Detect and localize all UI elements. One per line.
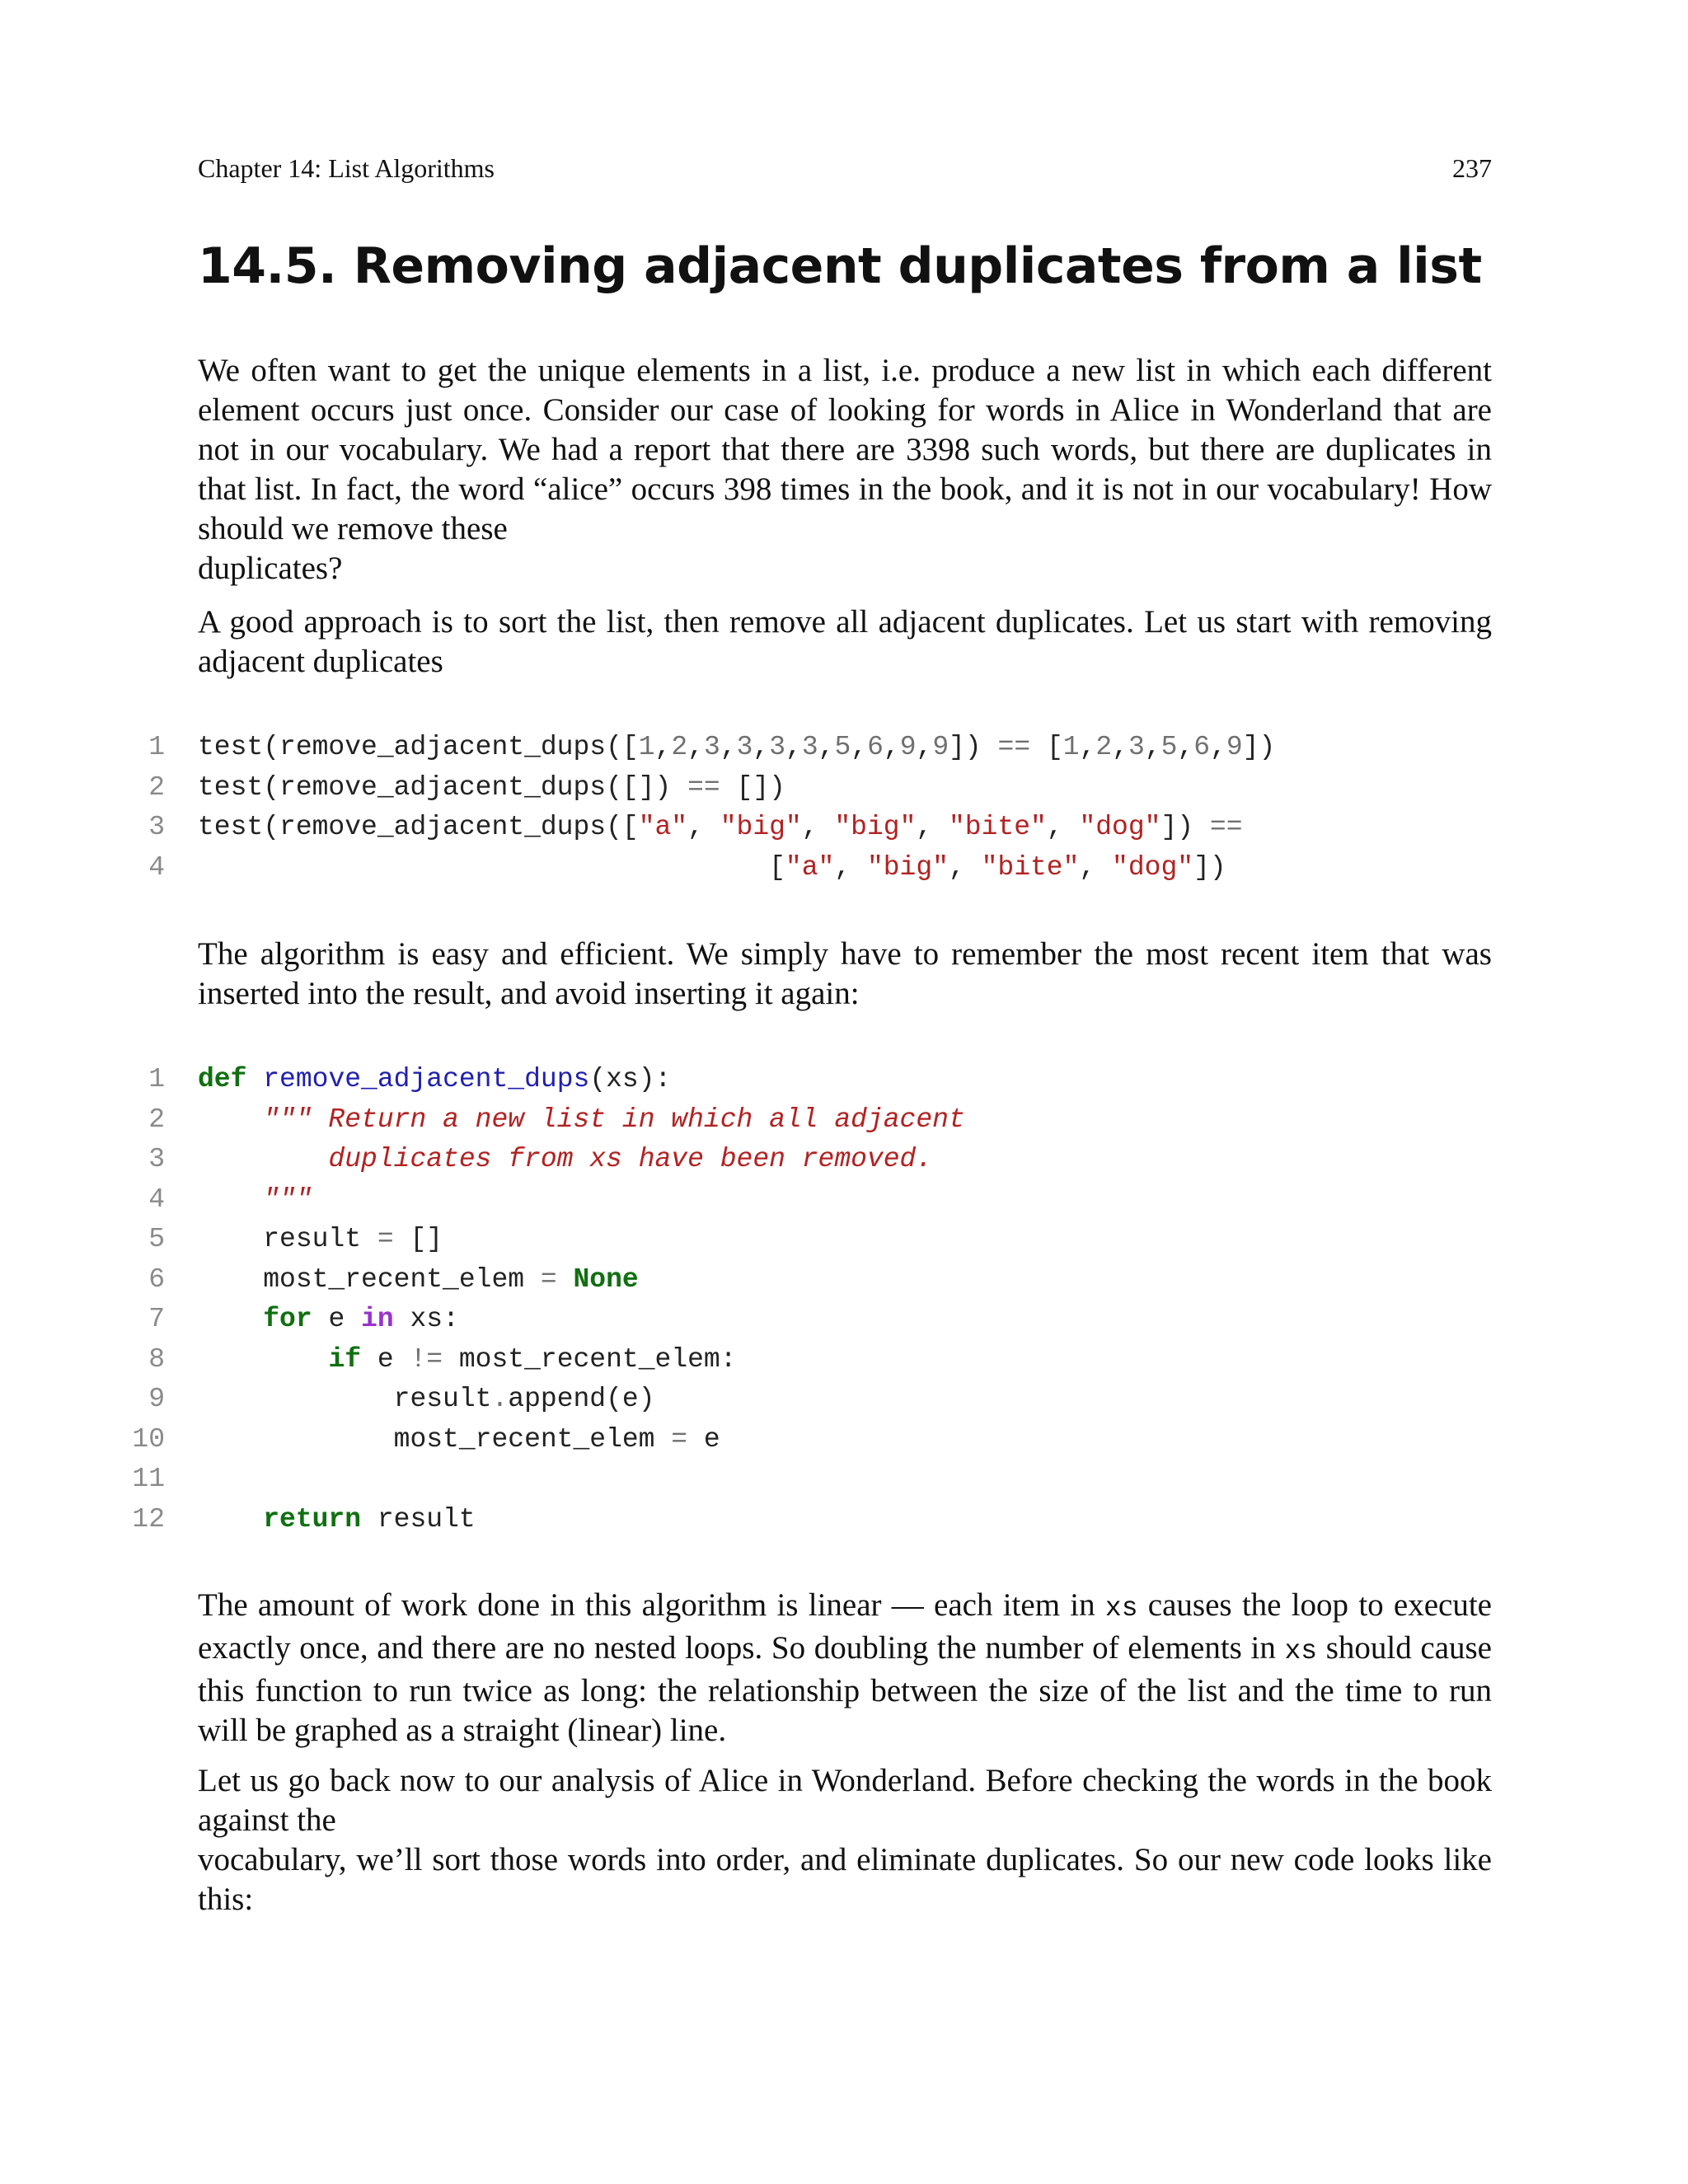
line-number: 4 [148,1183,165,1215]
code-text: ["a", "big", "bite", "dog"]) [198,851,1226,883]
code-line [132,1060,1533,1100]
code-text: return result [263,1503,476,1535]
code-line [132,768,1533,808]
code-text: test(remove_adjacent_dups(["a", "big", "big", "bite", "dog"]) == [198,812,1243,842]
line-number: 6 [148,1263,165,1295]
text-line: this: [198,1882,254,1917]
text-line: exactly once, and there are no nested loops. So doubling the number of elements in xs should cause [198,1630,1492,1666]
code-text: test(remove_adjacent_dups([]) == []) [198,771,785,803]
text-line: Let us go back now to our analysis of Alice in Wonderland. Before checking the words in the book [198,1763,1492,1798]
paragraph-approach [198,602,1492,682]
text-line: We often want to get the unique elements in a list, i.e. produce a new list in which each different [198,353,1492,388]
text-line: duplicates? [198,551,343,586]
text-line: this function to run twice as long: the relationship between the size of the list and the time to run [198,1673,1492,1708]
code-line [132,1340,1533,1380]
code-line [132,1380,1533,1420]
chapter-title: Chapter 14: List Algorithms [198,153,495,183]
code-text: result = [] [198,1224,443,1254]
line-number: 2 [148,1104,165,1135]
code-text: test(remove_adjacent_dups([1,2,3,3,3,3,5,6,9,9]) == [1,2,3,5,6,9]) [198,732,1276,762]
line-number: 10 [132,1423,165,1455]
line-number: 1 [148,732,165,762]
code-block-function [132,1060,1533,1540]
line-number: 11 [132,1464,165,1494]
code-text: result.append(e) [198,1384,655,1414]
code-text: """ [263,1183,312,1215]
code-text: most_recent_elem = e [198,1423,720,1455]
code-line [132,1220,1533,1260]
code-line [132,808,1533,848]
line-number: 3 [148,1144,165,1174]
code-text: if e != most_recent_elem: [328,1343,737,1375]
code-text: duplicates from xs have been removed. [328,1144,933,1174]
text-line: A good approach is to sort the list, then remove all adjacent duplicates. Let us start with removing [198,604,1492,640]
code-line [132,1300,1533,1340]
text-line: The amount of work done in this algorithm is linear — each item in xs causes the loop to execute [198,1587,1492,1624]
text-line: The algorithm is easy and efficient. We simply have to remember the most recent item that was [198,936,1492,972]
text-line: vocabulary, we’ll sort those words into order, and eliminate duplicates. So our new code looks like [198,1842,1492,1877]
code-line [132,1420,1533,1460]
code-line [132,728,1533,768]
inline-code: xs [1284,1636,1318,1666]
text-line: not in our vocabulary. We had a report that there are 3398 such words, but there are duplicates in [198,432,1492,467]
line-number: 7 [148,1304,165,1334]
text-line: element occurs just once. Consider our case of looking for words in Alice in Wonderland that are [198,392,1492,428]
code-line [132,1100,1533,1141]
paragraph-intro [198,351,1492,588]
section-title: 14.5. Removing adjacent duplicates from a list [198,237,1482,295]
text-line: inserted into the result, and avoid inserting it again: [198,976,860,1011]
code-line [132,848,1533,888]
paragraph-alice [198,1761,1492,1919]
inline-code: xs [1104,1593,1138,1624]
page-number: 237 [1452,153,1492,183]
line-number: 12 [132,1503,165,1535]
code-line [132,1140,1533,1180]
code-line [132,1460,1533,1500]
text-line: will be graphed as a straight (linear) line. [198,1713,727,1748]
line-number: 2 [148,771,165,803]
code-line [132,1180,1533,1221]
code-text: for e in xs: [263,1304,459,1334]
code-block-tests [132,728,1533,888]
line-number: 1 [148,1064,165,1094]
running-header [198,153,1492,184]
code-line [132,1500,1533,1540]
line-number: 4 [148,851,165,883]
text-line: against the [198,1802,336,1838]
code-text: most_recent_elem = None [198,1263,639,1295]
line-number: 8 [148,1343,165,1375]
code-text: def remove_adjacent_dups(xs): [198,1064,672,1094]
line-number: 9 [148,1384,165,1414]
code-text [198,1460,214,1500]
code-text: """ Return a new list in which all adjacent [263,1104,965,1135]
text-line: should we remove these [198,511,508,546]
line-number: 5 [148,1224,165,1254]
code-line [132,1260,1533,1301]
text-line: that list. In fact, the word “alice” occurs 398 times in the book, and it is not in our vocabulary! How [198,471,1492,507]
paragraph-linear [198,1586,1492,1750]
paragraph-algorithm [198,935,1492,1014]
text-line: adjacent duplicates [198,644,443,679]
line-number: 3 [148,812,165,842]
